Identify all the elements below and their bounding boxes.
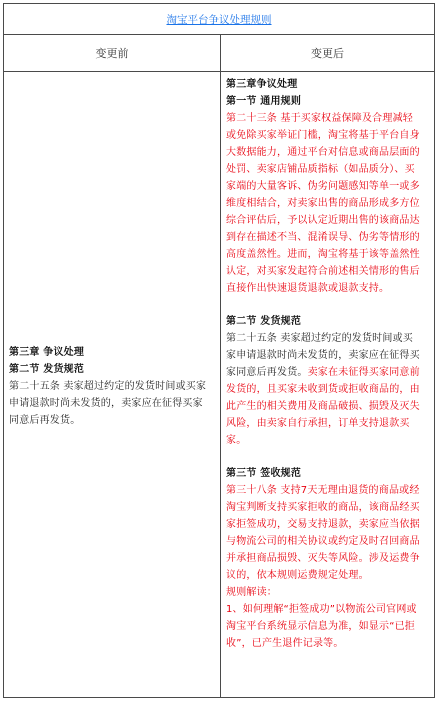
- right-section2-title: 第二节 发货规范: [226, 316, 302, 327]
- section3-line: 收”，已产生退件记录等。: [226, 638, 344, 649]
- section2-line: 家申请退款时尚未发货的，卖家应在征得买: [226, 350, 420, 361]
- section2-red-line: 此产生的相关费用及商品破损、损毁及灭失: [226, 401, 420, 412]
- section1-line: 到存在描述不当、混淆误导、伪劣等情形的: [226, 232, 420, 243]
- section2-red-line: 卖家在未征得买家同意前: [307, 367, 420, 378]
- section1-line: 认定，对买家发起符合前述相关情形的售后: [226, 266, 420, 277]
- section1-line: 处罚、卖家店铺品质指标（如品质分）、买: [226, 164, 415, 175]
- header-before: 变更前: [95, 47, 129, 60]
- header-row: [4, 35, 434, 72]
- section1-line: 第二十三条 基于买家权益保障及合理减轻: [226, 113, 413, 124]
- section3-line: 1、如何理解“拒签成功”以物流公司官网或: [226, 604, 417, 615]
- section1-line: 高度盖然性。进而，淘宝将基于该等盖然性: [226, 249, 420, 260]
- section3-line: 议的，依本规则运费规定处理。: [226, 570, 369, 581]
- section2-red-line: 家。: [226, 435, 247, 446]
- rules-table: [3, 3, 435, 698]
- after-column: [226, 76, 432, 652]
- right-section1-title: 第一节 通用规则: [226, 96, 302, 107]
- section3-line: 第三十八条 支持7天无理由退货的商品或经: [226, 485, 420, 496]
- section3-line: 与物流公司的相关协议或约定及时召回商品: [226, 536, 420, 547]
- section1-line: 直接作出快速退货退款或退款支持。: [226, 283, 390, 294]
- section2-line: 第二十五条 卖家超过约定的发货时间或买: [226, 333, 413, 344]
- left-chapter: 第三章 争议处理: [9, 347, 85, 358]
- before-column: [9, 344, 215, 429]
- section1-line: 或免除买家举证门槛，淘宝将基于平台自身: [226, 130, 420, 141]
- left-section: 第二节 发货规范: [9, 364, 85, 375]
- section3-line: 家拒签成功，交易支持退款，卖家应当依据: [226, 519, 420, 530]
- right-chapter: 第三章争议处理: [226, 79, 298, 90]
- section2-line: 家同意后再发货。: [226, 367, 308, 378]
- right-section3-title: 第三节 签收规范: [226, 468, 302, 479]
- section2-line-mixed: [226, 364, 432, 381]
- section3-line: 并承担商品损毁、灭失等风险。涉及运费争: [226, 553, 420, 564]
- section2-red-line: 发货的，且买家未收到货或拒收商品的，由: [226, 384, 420, 395]
- column-divider: [220, 35, 221, 697]
- section3-line: 淘宝判断支持买家拒收的商品，该商品经买: [226, 502, 420, 513]
- section1-line: 维度相结合，对卖家出售的商品形成多方位: [226, 198, 420, 209]
- spacer: [226, 297, 432, 313]
- header-after: 变更后: [311, 47, 344, 60]
- section1-line: 综合评估后，予以认定近期出售的该商品达: [226, 215, 420, 226]
- left-line: 第二十五条 卖家超过约定的发货时间或买家: [9, 381, 207, 392]
- section3-line: 规则解读：: [226, 587, 277, 598]
- section1-line: 家端的大量客诉、伪劣问题感知等单一或多: [226, 181, 420, 192]
- spacer: [226, 449, 432, 465]
- rules-title-link[interactable]: 淘宝平台争议处理规则: [166, 13, 272, 26]
- section3-line: 淘宝平台系统显示信息为准，如显示“已拒: [226, 621, 415, 632]
- section1-line: 大数据能力，通过平台对信息或商品层面的: [226, 147, 420, 158]
- left-line: 同意后再发货。: [9, 415, 81, 426]
- left-line: 申请退款时尚未发货的，卖家应在征得买家: [9, 398, 203, 409]
- title-row: [4, 4, 434, 35]
- section2-red-line: 风险，由卖家自行承担，订单支持退款买: [226, 418, 410, 429]
